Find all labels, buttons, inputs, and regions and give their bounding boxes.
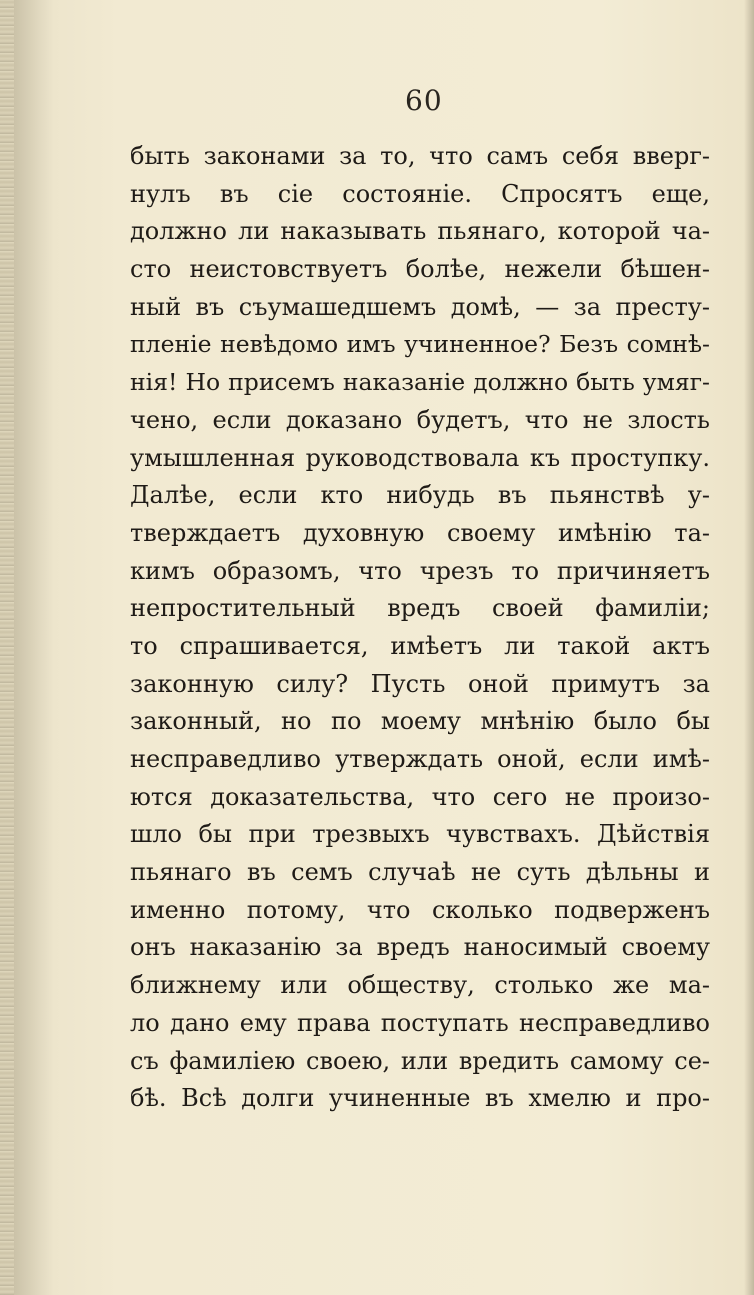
text-line: ближнему или обществу, столько же ма- bbox=[130, 971, 710, 1000]
text-line: онъ наказанію за вредъ наносимый своему bbox=[130, 933, 710, 962]
page-right-edge bbox=[744, 0, 754, 1295]
text-line: тверждаетъ духовную своему имѣнію та- bbox=[130, 518, 710, 547]
text-line: умышленная руководствовала къ проступку. bbox=[130, 443, 710, 472]
text-line: несправедливо утверждать оной, если имѣ- bbox=[130, 745, 710, 773]
text-line: кимъ образомъ, что чрезъ то причиняетъ bbox=[130, 556, 710, 585]
text-line: должно ли наказывать пьянаго, которой ча- bbox=[130, 217, 710, 246]
text-line: то спрашивается, имѣетъ ли такой актъ bbox=[130, 631, 710, 660]
text-line: ются доказательства, что сего не произо- bbox=[130, 782, 710, 811]
text-line: быть законами за то, что самъ себя вверг- bbox=[130, 142, 710, 170]
text-line: съ фамиліею своею, или вредить самому се- bbox=[130, 1046, 710, 1075]
text-line: нія! Но присемъ наказаніе должно быть умяг- bbox=[130, 368, 710, 397]
text-line: Далѣе, если кто нибудь въ пьянствѣ у- bbox=[130, 481, 710, 510]
book-binding-edge bbox=[0, 0, 14, 1295]
text-line: нулъ въ сіе состояніе. Спросятъ еще, bbox=[130, 179, 710, 208]
page-number: 60 bbox=[405, 84, 443, 117]
text-line: шло бы при трезвыхъ чувствахъ. Дѣйствія bbox=[130, 820, 710, 849]
text-line: пленіе невѣдомо имъ учиненное? Безъ сомнѣ- bbox=[130, 330, 710, 359]
text-line: непростительный вредъ своей фамиліи; bbox=[130, 594, 710, 623]
binding-shadow bbox=[14, 0, 54, 1295]
text-line: именно потому, что сколько подверженъ bbox=[130, 895, 710, 924]
text-line: ло дано ему права поступать несправедливо bbox=[130, 1008, 710, 1037]
text-line: сто неистовствуетъ болѣе, нежели бѣшен- bbox=[130, 255, 710, 284]
text-line: бѣ. Всѣ долги учиненные въ хмелю и про- bbox=[130, 1084, 710, 1113]
text-line: законную силу? Пусть оной примутъ за bbox=[130, 669, 710, 698]
body-text bbox=[130, 138, 710, 1118]
text-line: ный въ съумашедшемъ домѣ, — за престу- bbox=[130, 292, 710, 321]
text-line: чено, если доказано будетъ, что не злость bbox=[130, 405, 710, 434]
text-line: законный, но по моему мнѣнію было бы bbox=[130, 707, 710, 736]
text-line: пьянаго въ семъ случаѣ не суть дѣльны и bbox=[130, 858, 710, 887]
